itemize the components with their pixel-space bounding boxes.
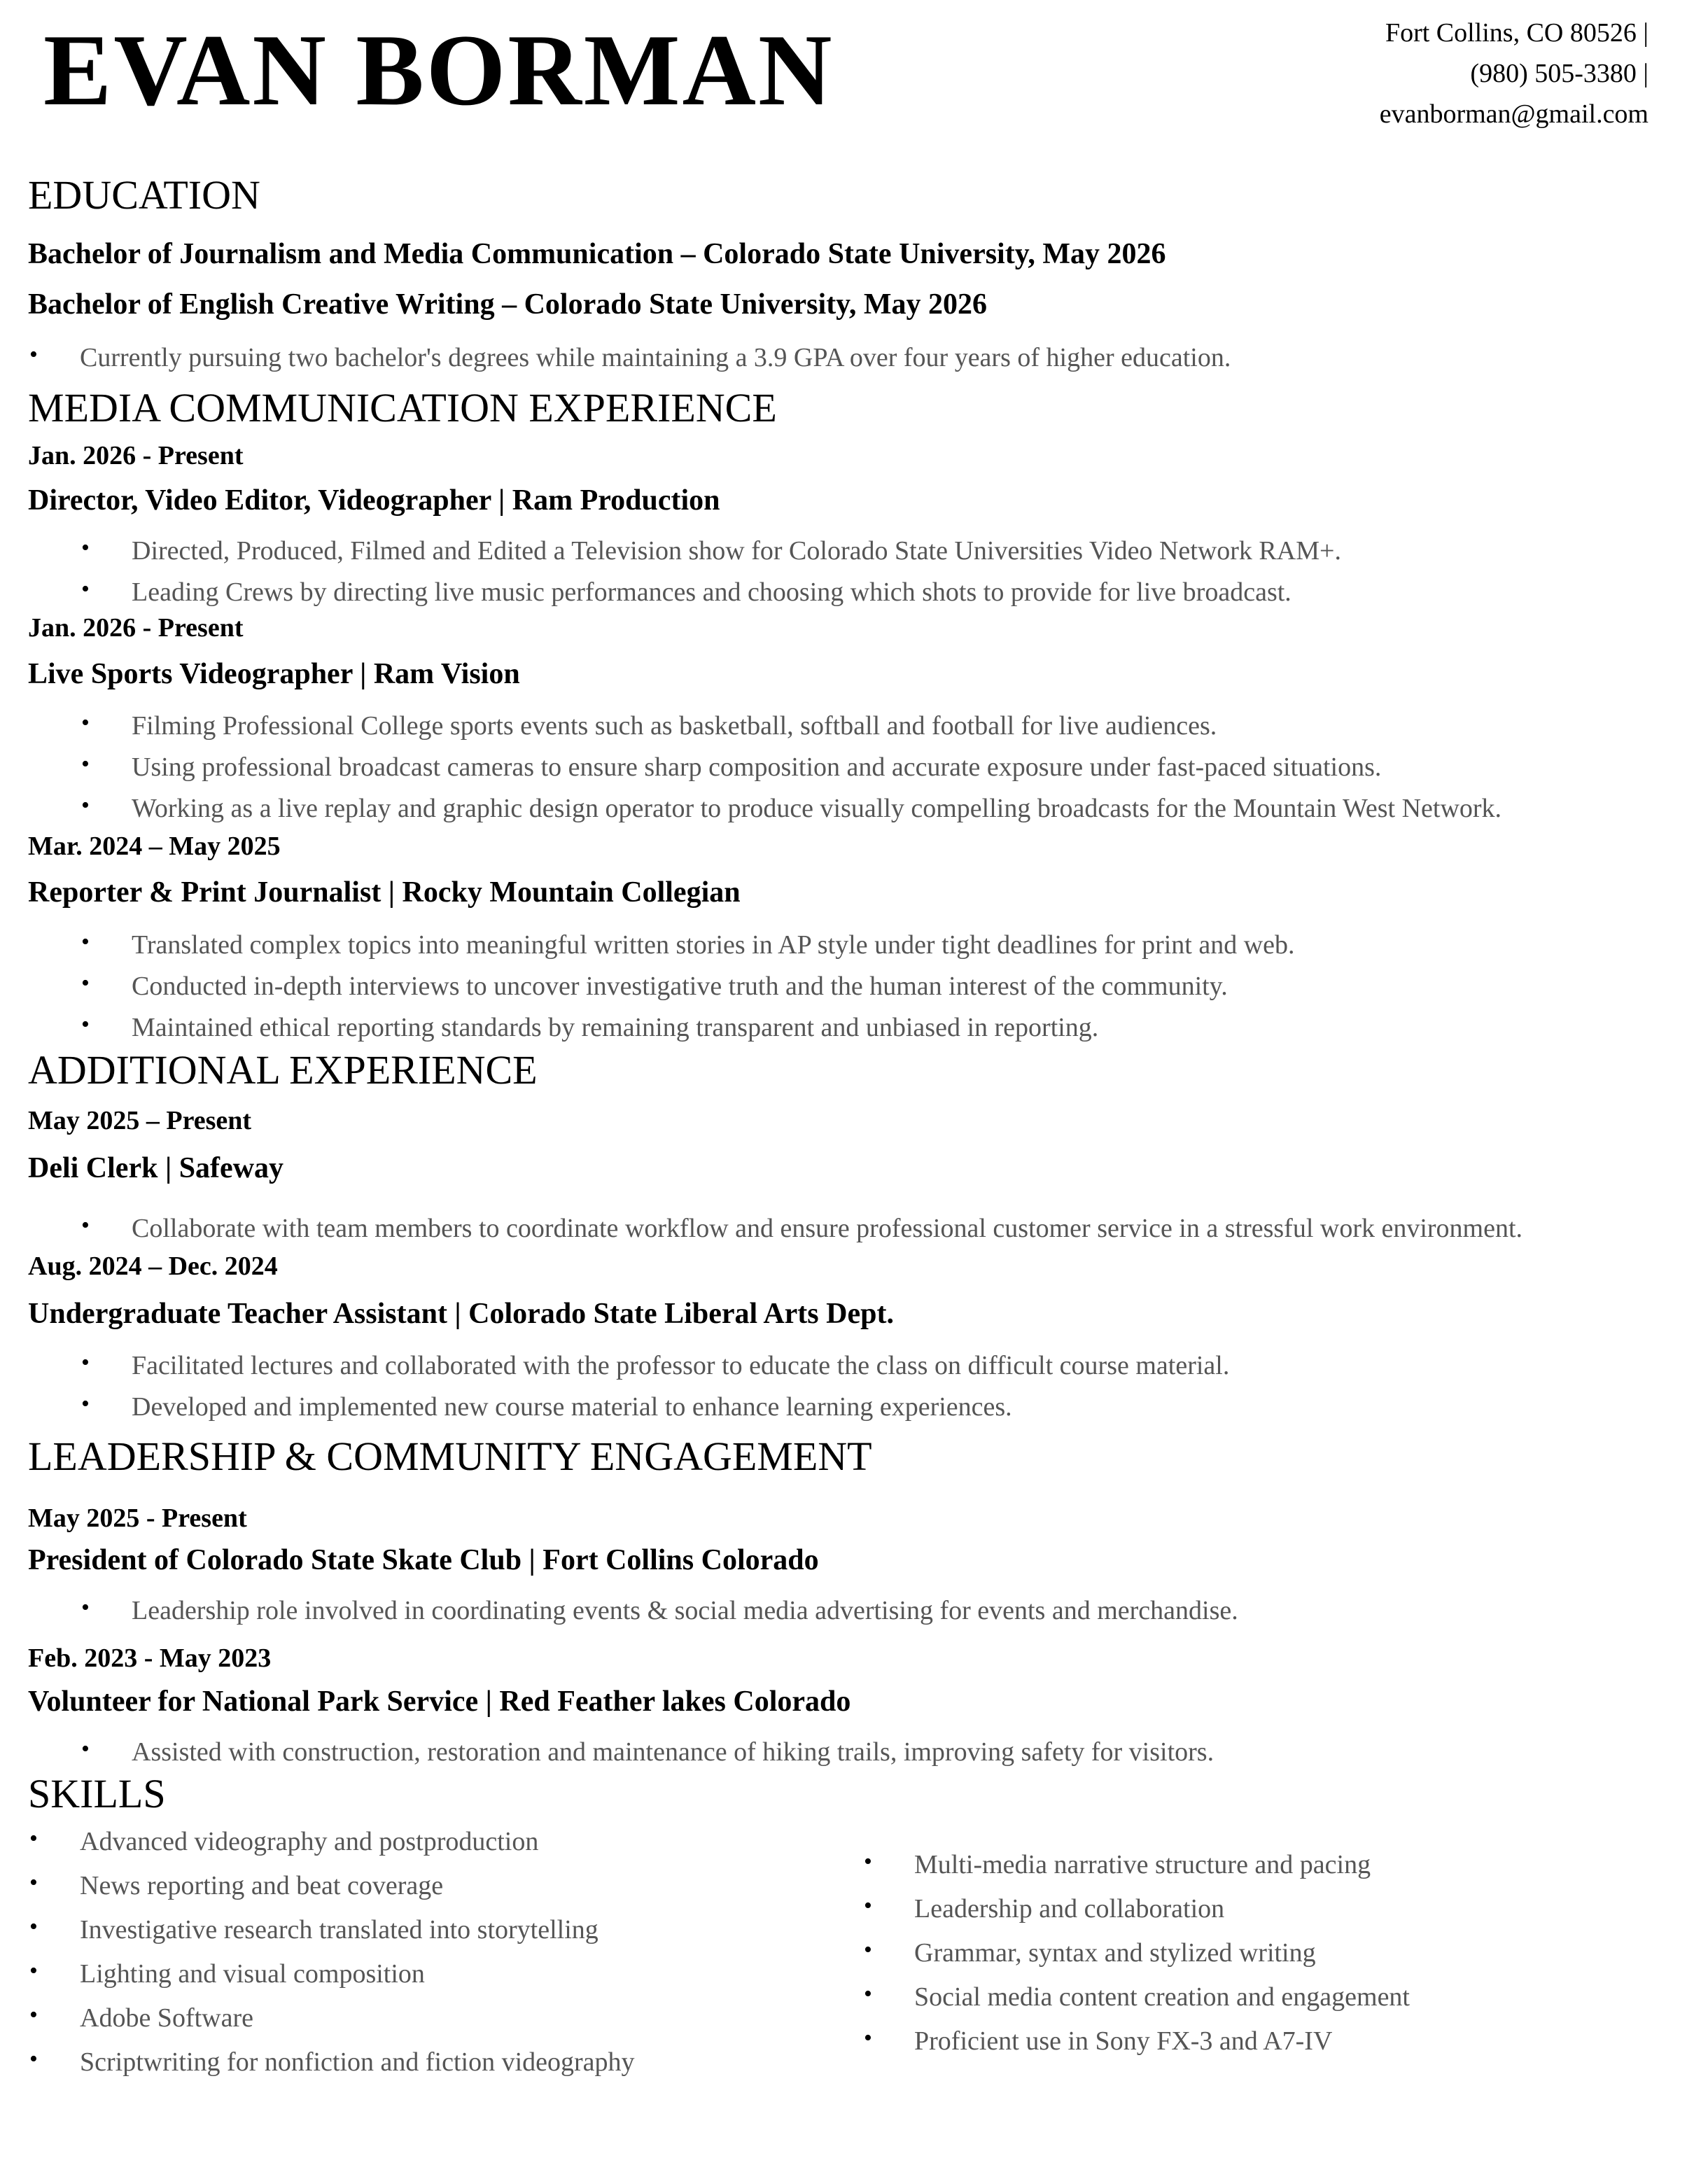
bullet-item: • Maintained ethical reporting standards by remaining transparent and unbiased in reporting. bbox=[132, 1014, 1098, 1041]
skill-item: • News reporting and beat coverage bbox=[80, 1872, 443, 1899]
resume-name: EVAN BORMAN bbox=[43, 13, 834, 127]
bullet-item: • Using professional broadcast cameras to ensure sharp composition and accurate exposure under fast-paced situations. bbox=[132, 754, 1381, 780]
job-dates: May 2025 – Present bbox=[28, 1106, 252, 1135]
skill-item: • Adobe Software bbox=[80, 2005, 253, 2031]
job-title: President of Colorado State Skate Club | Fort Collins Colorado bbox=[28, 1544, 819, 1576]
bullet-item: • Assisted with construction, restoration and maintenance of hiking trails, improving safety for visitors. bbox=[132, 1739, 1214, 1765]
job-title: Live Sports Videographer | Ram Vision bbox=[28, 658, 520, 690]
additional-heading: ADDITIONAL EXPERIENCE bbox=[28, 1047, 538, 1093]
skill-item: • Advanced videography and postproduction bbox=[80, 1828, 538, 1855]
bullet-item: • Directed, Produced, Filmed and Edited a Television show for Colorado State Universities Video Network RAM+. bbox=[132, 538, 1341, 564]
job-title: Director, Video Editor, Videographer | Ram Production bbox=[28, 484, 720, 517]
job-dates: Mar. 2024 – May 2025 bbox=[28, 832, 281, 861]
job-dates: May 2025 - Present bbox=[28, 1504, 247, 1533]
contact-block bbox=[1380, 13, 1648, 134]
education-heading: EDUCATION bbox=[28, 172, 260, 218]
bullet-item: • Leadership role involved in coordinating events & social media advertising for events and merchandise. bbox=[132, 1597, 1238, 1624]
contact-email: evanborman@gmail.com bbox=[1379, 99, 1648, 129]
leadership-heading: LEADERSHIP & COMMUNITY ENGAGEMENT bbox=[28, 1434, 872, 1479]
job-title: Reporter & Print Journalist | Rocky Mountain Collegian bbox=[28, 876, 741, 909]
bullet-item: • Conducted in-depth interviews to uncover investigative truth and the human interest of the community. bbox=[132, 973, 1228, 1000]
skill-item: • Social media content creation and engagement bbox=[914, 1984, 1410, 2010]
bullet-item: • Collaborate with team members to coordinate workflow and ensure professional customer service in a stressful work environment. bbox=[132, 1215, 1522, 1242]
bullet-item: • Working as a live replay and graphic design operator to produce visually compelling broadcasts for the Mountain West Network. bbox=[132, 795, 1502, 822]
job-title: Undergraduate Teacher Assistant | Colorado State Liberal Arts Dept. bbox=[28, 1298, 894, 1330]
skill-item: • Scriptwriting for nonfiction and fiction videography bbox=[80, 2049, 635, 2075]
job-dates: Jan. 2026 - Present bbox=[28, 613, 244, 643]
skill-item: • Grammar, syntax and stylized writing bbox=[914, 1940, 1316, 1966]
bullet-item: • Currently pursuing two bachelor's degrees while maintaining a 3.9 GPA over four years of higher education. bbox=[80, 344, 1231, 371]
job-dates: Jan. 2026 - Present bbox=[28, 441, 244, 470]
job-dates: Aug. 2024 – Dec. 2024 bbox=[28, 1252, 278, 1281]
bullet-item: • Filming Professional College sports events such as basketball, softball and football for live audiences. bbox=[132, 713, 1217, 739]
skill-item: • Multi-media narrative structure and pacing bbox=[914, 1851, 1371, 1878]
skill-item: • Leadership and collaboration bbox=[914, 1896, 1224, 1922]
degree-item: Bachelor of English Creative Writing – Colorado State University, May 2026 bbox=[28, 288, 988, 321]
degree-item: Bachelor of Journalism and Media Communication – Colorado State University, May 2026 bbox=[28, 238, 1166, 270]
job-title: Deli Clerk | Safeway bbox=[28, 1152, 284, 1184]
skill-item: • Proficient use in Sony FX-3 and A7-IV bbox=[914, 2028, 1332, 2054]
contact-address: Fort Collins, CO 80526 | bbox=[1385, 18, 1648, 48]
skill-item: • Investigative research translated into storytelling bbox=[80, 1917, 598, 1943]
job-dates: Feb. 2023 - May 2023 bbox=[28, 1644, 272, 1673]
skills-heading: SKILLS bbox=[28, 1771, 166, 1816]
bullet-item: • Facilitated lectures and collaborated with the professor to educate the class on difficult course material. bbox=[132, 1352, 1229, 1379]
skill-item: • Lighting and visual composition bbox=[80, 1961, 425, 1987]
bullet-item: • Developed and implemented new course material to enhance learning experiences. bbox=[132, 1394, 1012, 1420]
job-title: Volunteer for National Park Service | Red Feather lakes Colorado bbox=[28, 1686, 851, 1718]
bullet-item: • Leading Crews by directing live music performances and choosing which shots to provide for live broadcast. bbox=[132, 579, 1292, 605]
media-heading: MEDIA COMMUNICATION EXPERIENCE bbox=[28, 385, 777, 430]
bullet-item: • Translated complex topics into meaningful written stories in AP style under tight deadlines for print and web. bbox=[132, 932, 1295, 958]
contact-phone: (980) 505-3380 | bbox=[1470, 59, 1648, 88]
